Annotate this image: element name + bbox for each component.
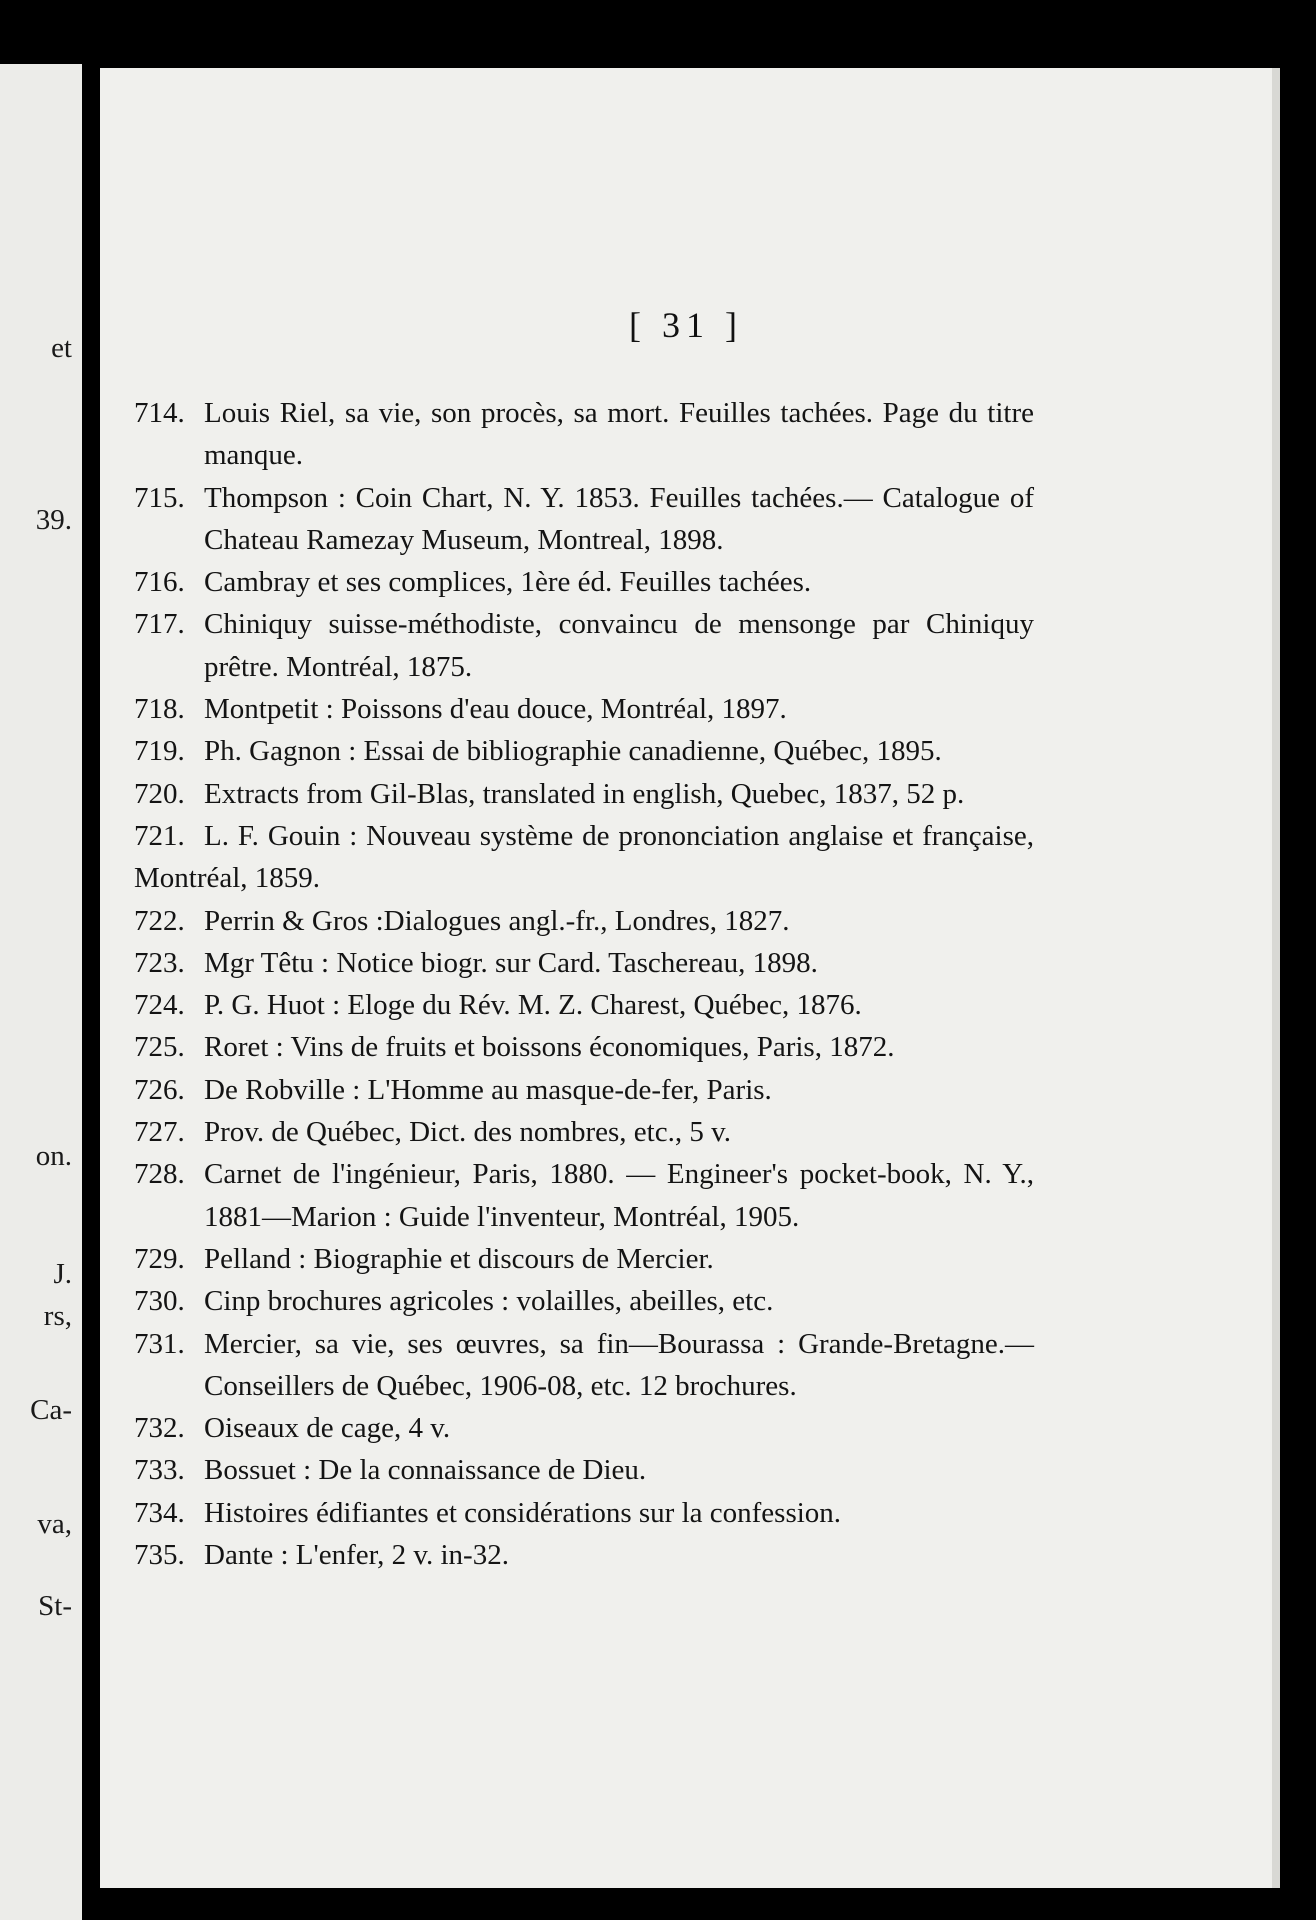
entry-number: 722.	[134, 904, 185, 937]
entry-number: 731.	[134, 1327, 185, 1360]
left-page-fragment: Ca-	[30, 1394, 72, 1426]
entry-number: 729.	[134, 1242, 185, 1275]
entry-number: 735.	[134, 1539, 185, 1572]
entry-text: Dante : L'enfer, 2 v. in-32.	[204, 1539, 509, 1572]
entry-text: Mercier, sa vie, ses œuvres, sa fin—Bourassa : Grande-Bretagne.—Conseillers de Québec, 1906-08, etc. 12 brochures.	[204, 1327, 1034, 1402]
catalogue-entry	[134, 603, 1034, 688]
entry-number: 721.	[134, 819, 185, 852]
entry-number: 732.	[134, 1412, 185, 1445]
entry-text: Perrin & Gros :Dialogues angl.-fr., Londres, 1827.	[204, 904, 790, 937]
entry-number: 716.	[134, 566, 185, 599]
left-page-fragment: rs,	[43, 1300, 72, 1332]
catalogue-entry	[134, 1492, 1034, 1534]
entry-text: De Robville : L'Homme au masque-de-fer, Paris.	[204, 1073, 772, 1106]
entry-number: 720.	[134, 777, 185, 810]
left-page-fragment: et	[51, 332, 72, 364]
entry-number: 734.	[134, 1496, 185, 1529]
entry-text: Bossuet : De la connaissance de Dieu.	[204, 1454, 647, 1487]
entry-number: 725.	[134, 1031, 185, 1064]
entry-text: Oiseaux de cage, 4 v.	[204, 1412, 451, 1445]
entry-text: Cinp brochures agricoles : volailles, abeilles, etc.	[204, 1285, 774, 1318]
entry-number: 723.	[134, 946, 185, 979]
catalogue-entry	[134, 1280, 1034, 1322]
entry-text: Cambray et ses complices, 1ère éd. Feuilles tachées.	[204, 566, 812, 599]
entry-number: 730.	[134, 1285, 185, 1318]
entry-text: Extracts from Gil-Blas, translated in english, Quebec, 1837, 52 p.	[204, 777, 965, 810]
entry-text: Louis Riel, sa vie, son procès, sa mort. Feuilles tachées. Page du titre manque.	[204, 397, 1034, 472]
left-page-fragment: J.	[53, 1258, 72, 1290]
entry-text: Histoires édifiantes et considérations sur la confession.	[204, 1496, 842, 1529]
catalogue-entry	[134, 392, 1034, 477]
entry-number: 714.	[134, 397, 185, 429]
entry-number: 728.	[134, 1158, 185, 1191]
catalogue-entry	[134, 477, 1034, 562]
entry-text: Ph. Gagnon : Essai de bibliographie canadienne, Québec, 1895.	[204, 735, 942, 768]
entry-number: 719.	[134, 735, 185, 768]
entry-text: L. F. Gouin : Nouveau système de prononciation anglaise et française, Montréal, 1859.	[134, 819, 1034, 895]
entry-number: 717.	[134, 608, 185, 641]
left-page-fragment: on.	[35, 1140, 72, 1172]
catalogue-entry	[134, 942, 1034, 984]
left-page-fragment: va,	[37, 1508, 72, 1540]
catalogue-entry	[134, 1026, 1034, 1068]
catalogue-entry	[134, 984, 1034, 1026]
entry-number: 718.	[134, 693, 185, 726]
left-page-fragment: St-	[38, 1590, 72, 1622]
page-edge	[1272, 68, 1280, 1888]
entry-text: Pelland : Biographie et discours de Mercier.	[204, 1242, 714, 1275]
catalogue-entry	[134, 1069, 1034, 1111]
entry-text: Chiniquy suisse-méthodiste, convaincu de mensonge par Chiniquy prêtre. Montréal, 1875.	[204, 608, 1034, 683]
catalogue-entry	[134, 1449, 1034, 1491]
left-page-fragment: 39.	[35, 504, 72, 536]
entry-number: 724.	[134, 989, 185, 1022]
entry-number: 727.	[134, 1116, 185, 1149]
catalogue-entry	[134, 1238, 1034, 1280]
entry-number: 715.	[134, 481, 185, 514]
entry-text: P. G. Huot : Eloge du Rév. M. Z. Charest, Québec, 1876.	[204, 989, 862, 1022]
catalogue-entry	[134, 730, 1034, 772]
catalogue-entries	[134, 392, 1034, 1576]
entry-text: Montpetit : Poissons d'eau douce, Montréal, 1897.	[204, 693, 787, 726]
entry-text: Mgr Têtu : Notice biogr. sur Card. Taschereau, 1898.	[204, 946, 818, 979]
catalogue-entry	[134, 1111, 1034, 1153]
catalogue-entry	[134, 900, 1034, 942]
entry-text: Roret : Vins de fruits et boissons économiques, Paris, 1872.	[204, 1031, 895, 1064]
catalogue-entry	[134, 688, 1034, 730]
entry-text: Prov. de Québec, Dict. des nombres, etc., 5 v.	[204, 1116, 731, 1149]
entry-number: 726.	[134, 1073, 185, 1106]
catalogue-entry	[134, 1534, 1034, 1576]
left-facing-page	[0, 64, 82, 1920]
catalogue-page	[100, 68, 1272, 1888]
entry-text: Thompson : Coin Chart, N. Y. 1853. Feuilles tachées.— Catalogue of Chateau Ramezay Museum, Montreal, 1898.	[204, 481, 1034, 556]
catalogue-entry	[134, 773, 1034, 815]
catalogue-entry	[134, 815, 1034, 900]
page-number: [ 31 ]	[629, 305, 743, 345]
entry-text: Carnet de l'ingénieur, Paris, 1880. — Engineer's pocket-book, N. Y., 1881—Marion : Guide l'inventeur, Montréal, 1905.	[204, 1158, 1034, 1233]
catalogue-entry	[134, 1153, 1034, 1238]
catalogue-entry	[134, 1407, 1034, 1449]
catalogue-entry	[134, 1323, 1034, 1408]
catalogue-entry	[134, 561, 1034, 603]
entry-number: 733.	[134, 1454, 185, 1487]
